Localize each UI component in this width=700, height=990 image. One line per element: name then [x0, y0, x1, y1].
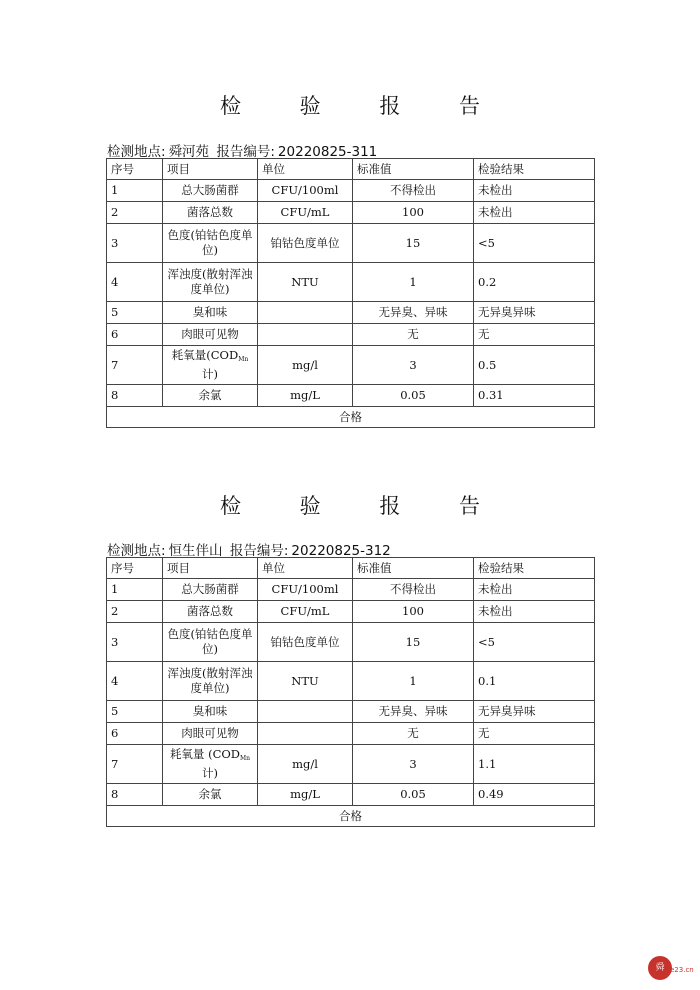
cell-standard: 15 [353, 224, 474, 263]
conclusion: 合格 [107, 806, 595, 827]
table-row [107, 723, 595, 745]
cell-standard: 不得检出 [353, 579, 474, 601]
cell-item: 臭和味 [163, 302, 258, 324]
cell-item: 浑浊度(散射浑浊度单位) [163, 263, 258, 302]
cell-item: 总大肠菌群 [163, 180, 258, 202]
cell-result: 无异臭异味 [474, 701, 595, 723]
report-title: 检 验 报 告 [219, 94, 507, 118]
cell-no: 8 [107, 784, 163, 806]
cell-standard: 0.05 [353, 784, 474, 806]
table-row [107, 180, 595, 202]
table-row [107, 623, 595, 662]
cell-no: 6 [107, 723, 163, 745]
header-no: 序号 [107, 159, 163, 180]
report-no-label: 报告编号: [216, 144, 275, 160]
table-row [107, 601, 595, 623]
cell-item: 余氯 [163, 385, 258, 407]
watermark-logo [648, 956, 692, 982]
cell-item: 浑浊度(散射浑浊度单位) [163, 662, 258, 701]
seal-icon: 舜 [648, 956, 672, 980]
cell-standard: 1 [353, 263, 474, 302]
cell-no: 8 [107, 385, 163, 407]
report-no-value: 20220825-311 [277, 144, 378, 160]
cell-standard: 无异臭、异味 [353, 701, 474, 723]
table-row [107, 324, 595, 346]
header-item: 项目 [163, 159, 258, 180]
cell-standard: 3 [353, 745, 474, 784]
cell-no: 5 [107, 302, 163, 324]
header-result: 检验结果 [474, 558, 595, 579]
cell-unit: NTU [258, 662, 353, 701]
cell-result: 0.2 [474, 263, 595, 302]
cell-unit: CFU/100ml [258, 579, 353, 601]
cell-item: 色度(铂钴色度单位) [163, 224, 258, 263]
cell-item: 臭和味 [163, 701, 258, 723]
cell-no: 1 [107, 180, 163, 202]
table-row [107, 745, 595, 784]
cell-item: 色度(铂钴色度单位) [163, 623, 258, 662]
cell-unit: mg/l [258, 346, 353, 385]
cell-standard: 不得检出 [353, 180, 474, 202]
location-value: 恒生伴山 [168, 543, 223, 559]
cell-standard: 3 [353, 346, 474, 385]
cell-unit: CFU/mL [258, 601, 353, 623]
table-row [107, 662, 595, 701]
cell-standard: 0.05 [353, 385, 474, 407]
cell-result: 0.49 [474, 784, 595, 806]
cell-no: 6 [107, 324, 163, 346]
cell-standard: 15 [353, 623, 474, 662]
cell-unit: CFU/100ml [258, 180, 353, 202]
cell-standard: 无异臭、异味 [353, 302, 474, 324]
cell-result: 未检出 [474, 180, 595, 202]
conclusion: 合格 [107, 407, 595, 428]
cell-standard: 无 [353, 324, 474, 346]
cell-no: 5 [107, 701, 163, 723]
cell-unit: 铂钴色度单位 [258, 623, 353, 662]
location-label: 检测地点: [107, 144, 166, 160]
cell-no: 4 [107, 263, 163, 302]
cell-no: 1 [107, 579, 163, 601]
conclusion-row [107, 407, 595, 428]
report-meta [107, 539, 394, 559]
cell-unit: 铂钴色度单位 [258, 224, 353, 263]
cell-unit [258, 324, 353, 346]
cell-no: 7 [107, 745, 163, 784]
cell-item: 总大肠菌群 [163, 579, 258, 601]
cell-unit: mg/L [258, 784, 353, 806]
item-main: 耗氧量(COD [171, 348, 239, 362]
cell-no: 7 [107, 346, 163, 385]
results-table [106, 158, 595, 428]
table-row [107, 579, 595, 601]
conclusion-row [107, 806, 595, 827]
cell-result: <5 [474, 623, 595, 662]
table-row [107, 263, 595, 302]
report-meta [107, 140, 380, 160]
cell-no: 2 [107, 202, 163, 224]
cell-no: 4 [107, 662, 163, 701]
table-row [107, 302, 595, 324]
item-tail: 计) [202, 367, 218, 381]
cell-unit: CFU/mL [258, 202, 353, 224]
cell-result: 无异臭异味 [474, 302, 595, 324]
cell-result: 1.1 [474, 745, 595, 784]
cell-result: 0.5 [474, 346, 595, 385]
cell-unit [258, 302, 353, 324]
cell-no: 3 [107, 623, 163, 662]
cell-unit: mg/l [258, 745, 353, 784]
cell-item: 菌落总数 [163, 202, 258, 224]
header-unit: 单位 [258, 159, 353, 180]
header-item: 项目 [163, 558, 258, 579]
cell-result: 无 [474, 723, 595, 745]
cell-result: 未检出 [474, 601, 595, 623]
header-unit: 单位 [258, 558, 353, 579]
cell-no: 2 [107, 601, 163, 623]
cell-unit: NTU [258, 263, 353, 302]
cell-no: 3 [107, 224, 163, 263]
cell-item: 菌落总数 [163, 601, 258, 623]
table-row [107, 701, 595, 723]
table-header-row [107, 558, 595, 579]
watermark-site: e23.cn [670, 966, 694, 974]
header-no: 序号 [107, 558, 163, 579]
header-result: 检验结果 [474, 159, 595, 180]
table-row [107, 202, 595, 224]
cell-result: 0.1 [474, 662, 595, 701]
cell-standard: 1 [353, 662, 474, 701]
header-standard: 标准值 [353, 159, 474, 180]
location-value: 舜河苑 [168, 144, 210, 160]
cell-standard: 100 [353, 202, 474, 224]
location-label: 检测地点: [107, 543, 166, 559]
cell-result: 未检出 [474, 579, 595, 601]
cell-item [163, 346, 258, 385]
report-no-label: 报告编号: [229, 543, 289, 559]
table-row [107, 784, 595, 806]
report-no-value: 20220825-312 [291, 543, 391, 559]
cell-result: 未检出 [474, 202, 595, 224]
cell-item: 肉眼可见物 [163, 723, 258, 745]
table-row [107, 224, 595, 263]
results-table [106, 557, 595, 827]
table-row [107, 385, 595, 407]
cell-standard: 100 [353, 601, 474, 623]
cell-unit [258, 723, 353, 745]
cell-unit [258, 701, 353, 723]
cell-standard: 无 [353, 723, 474, 745]
cell-item: 肉眼可见物 [163, 324, 258, 346]
cell-result: 无 [474, 324, 595, 346]
cell-item: 余氯 [163, 784, 258, 806]
table-row [107, 346, 595, 385]
cell-result: 0.31 [474, 385, 595, 407]
report-title: 检 验 报 告 [219, 494, 507, 518]
cell-result: <5 [474, 224, 595, 263]
cell-unit: mg/L [258, 385, 353, 407]
table-header-row [107, 159, 595, 180]
item-tail: 计) [202, 766, 218, 780]
item-main: 耗氧量 (COD [169, 747, 241, 761]
item-subscript: Mn [238, 356, 249, 363]
cell-item [163, 745, 258, 784]
item-subscript: Mn [240, 755, 251, 762]
header-standard: 标准值 [353, 558, 474, 579]
